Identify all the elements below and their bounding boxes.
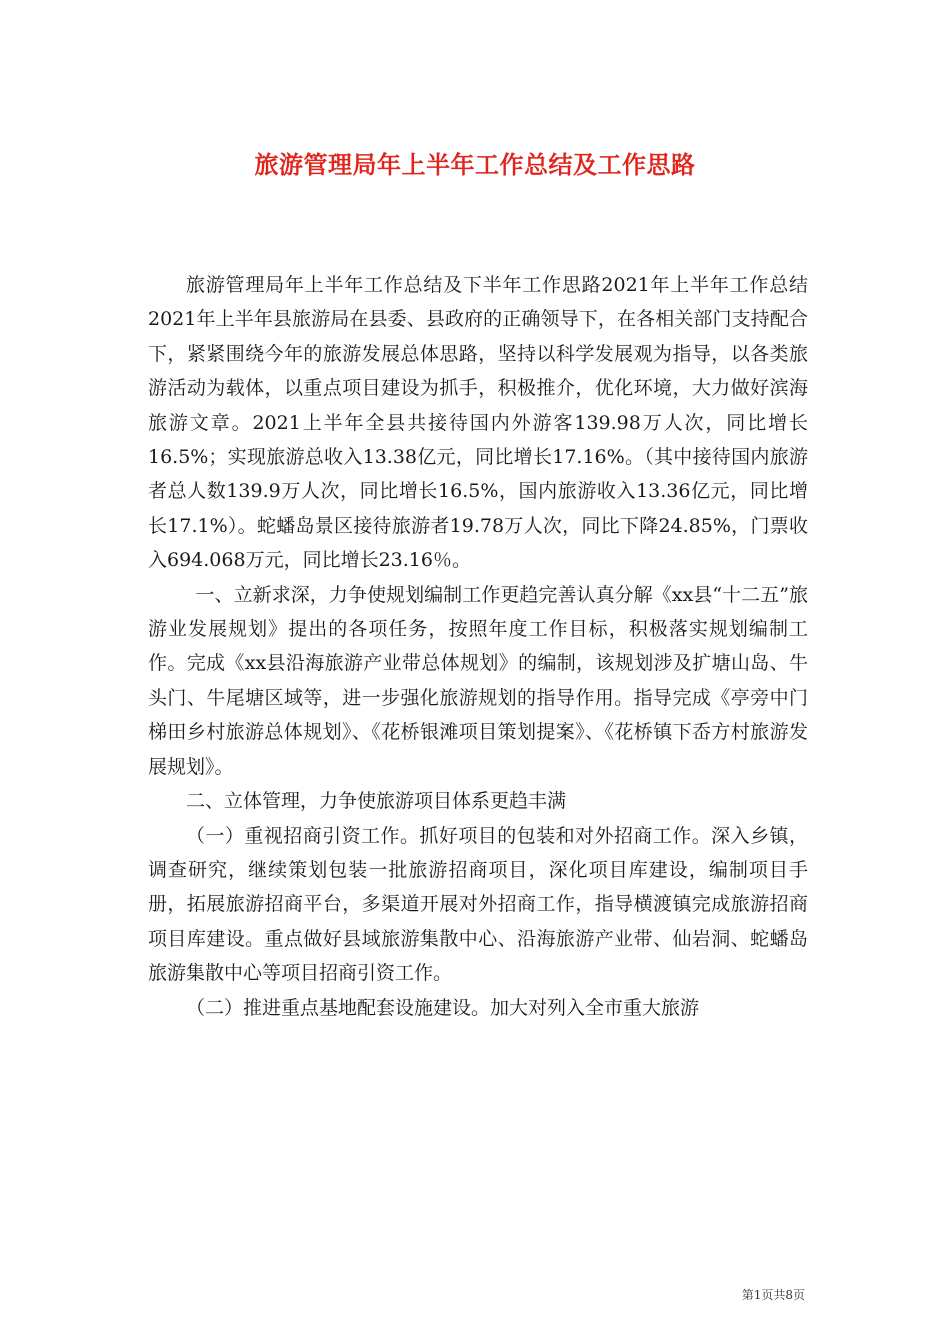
paragraph-summary: 旅游管理局年上半年工作总结及下半年工作思路2021年上半年工作总结2021年上半年县旅游局在县委、县政府的正确领导下，在各相关部门支持配合下，紧紧围绕今年的旅游发展总体思路，坚持以科学发展观为指导，以各类旅游活动为载体，以重点项目建设为抓手，积极推介，优化环境，大力做好滨海旅游文章。2021上半年全县共接待国内外游客139.98万人次，同比增长16.5%；实现旅游总收入13.38亿元，同比增长17.16%。（其中接待国内旅游者总人数139.9万人次，同比增长16.5%，国内旅游收入13.36亿元，同比增长17.1%）。蛇蟠岛景区接待旅游者19.78万人次，同比下降24.85%，门票收入694.068万元，同比增长23.16％。 bbox=[148, 274, 808, 572]
paragraph-infrastructure: （二）推进重点基地配套设施建设。加大对列入全市重大旅游 bbox=[186, 996, 700, 1019]
document-body bbox=[148, 268, 808, 1025]
paragraph-planning: 一、立新求深，力争使规划编制工作更趋完善认真分解《xx县“十二五”旅游业发展规划》提出的各项任务，按照年度工作目标，积极落实规划编制工作。完成《xx县沿海旅游产业带总体规划》的编制，该规划涉及扩塘山岛、牛头门、牛尾塘区域等，进一步强化旅游规划的指导作用。指导完成《亭旁中门梯田乡村旅游总体规划》、《花桥银滩项目策划提案》、《花桥镇下岙方村旅游发展规划》。 bbox=[148, 583, 808, 778]
paragraph-investment: （一）重视招商引资工作。抓好项目的包装和对外招商工作。深入乡镇，调查研究，继续策划包装一批旅游招商项目，深化项目库建设，编制项目手册，拓展旅游招商平台，多渠道开展对外招商工作，指导横渡镇完成旅游招商项目库建设。重点做好县域旅游集散中心、沿海旅游产业带、仙岩洞、蛇蟠岛旅游集散中心等项目招商引资工作。 bbox=[148, 824, 808, 985]
page-number: 第1页共8页 bbox=[741, 1288, 805, 1302]
page-title: 旅游管理局年上半年工作总结及工作思路 bbox=[254, 150, 696, 180]
section-heading-projects: 二、立体管理，力争使旅游项目体系更趋丰满 bbox=[186, 790, 567, 813]
